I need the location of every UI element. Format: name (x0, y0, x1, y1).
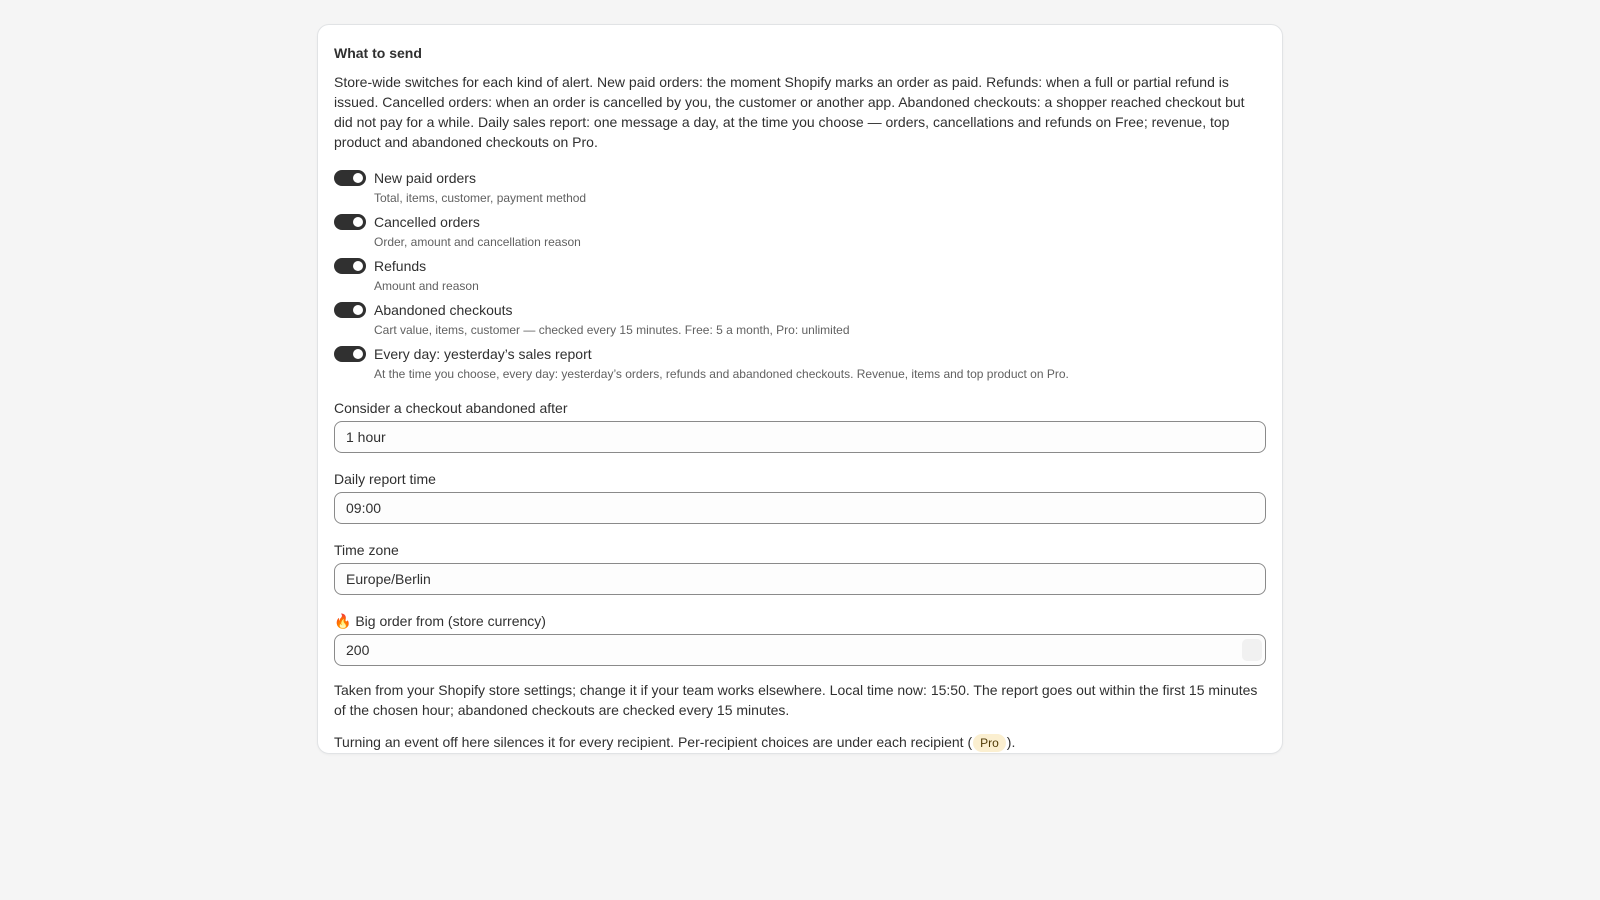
toggle-cancelled-orders (334, 212, 1266, 256)
time-zone-note: Taken from your Shopify store settings; change it if your team works elsewhere. Local time now: 15:50. The report goes out within the first 15 minutes of the chosen hour; abandoned checkouts are checked every 15 minutes. (334, 682, 1258, 718)
report-time-field (334, 469, 1266, 524)
section-intro: Store-wide switches for each kind of alert. New paid orders: the moment Shopify marks an order as paid. Refunds: when a full or partial refund is issued. Cancelled orders: when an order is cancelled by you, the customer or another app. Abandoned checkouts: a shopper reached checkout but did not pay for a while. Daily sales report: one message a day, at the time you choose — orders, cancellations and refunds on Free; revenue, top product and abandoned checkouts on Pro. (334, 74, 1245, 150)
toggle-new-paid-orders (334, 168, 1266, 212)
switch-knob (353, 349, 363, 359)
toggle-text (374, 168, 586, 206)
toggle-label: Cancelled orders (374, 214, 480, 230)
toggle-help: Cart value, items, customer — checked every 15 minutes. Free: 5 a month, Pro: unlimited (374, 323, 850, 337)
big-order-label: 🔥 Big order from (store currency) (334, 613, 546, 629)
switch-knob (353, 173, 363, 183)
toggle-label: Abandoned checkouts (374, 302, 513, 318)
toggle-help: Order, amount and cancellation reason (374, 235, 581, 249)
recipient-note (334, 732, 1266, 752)
toggle-abandoned-checkouts (334, 300, 1266, 344)
section-title: What to send (334, 45, 422, 61)
toggle-list (334, 168, 1266, 388)
report-time-input[interactable] (334, 492, 1266, 524)
big-order-field (334, 611, 1266, 666)
switch-knob (353, 305, 363, 315)
switch-knob (353, 217, 363, 227)
toggle-label: Refunds (374, 258, 427, 274)
toggle-text (374, 256, 479, 294)
time-zone-field (334, 540, 1266, 595)
toggle-text (374, 212, 581, 250)
time-zone-label: Time zone (334, 542, 399, 558)
time-zone-input[interactable] (334, 563, 1266, 595)
switch-knob (353, 261, 363, 271)
big-order-input-wrap (334, 634, 1266, 666)
new-paid-orders-switch[interactable] (334, 170, 366, 186)
number-stepper[interactable] (1242, 639, 1262, 661)
daily-report-switch[interactable] (334, 346, 366, 362)
big-order-input[interactable] (334, 634, 1266, 666)
toggle-help: At the time you choose, every day: yesterday’s orders, refunds and abandoned checkouts. Revenue, items and top product on Pro. (374, 367, 1069, 381)
abandoned-checkouts-switch[interactable] (334, 302, 366, 318)
pro-badge: Pro (973, 734, 1006, 752)
abandoned-after-select[interactable] (334, 421, 1266, 453)
toggle-label: Every day: yesterday’s sales report (374, 346, 592, 362)
toggle-text (374, 344, 1069, 382)
recipient-note-before: Turning an event off here silences it for every recipient. Per-recipient choices are under each recipient ( (334, 734, 973, 750)
toggle-label: New paid orders (374, 170, 476, 186)
toggle-help: Total, items, customer, payment method (374, 191, 587, 205)
toggle-help: Amount and reason (374, 279, 479, 293)
recipient-note-after: ). (1006, 734, 1016, 750)
abandoned-after-label: Consider a checkout abandoned after (334, 400, 568, 416)
cancelled-orders-switch[interactable] (334, 214, 366, 230)
report-time-label: Daily report time (334, 471, 436, 487)
toggle-daily-report (334, 344, 1266, 388)
alerts-settings-card (317, 24, 1283, 754)
abandoned-after-field (334, 398, 1266, 453)
toggle-refunds (334, 256, 1266, 300)
refunds-switch[interactable] (334, 258, 366, 274)
toggle-text (374, 300, 850, 338)
